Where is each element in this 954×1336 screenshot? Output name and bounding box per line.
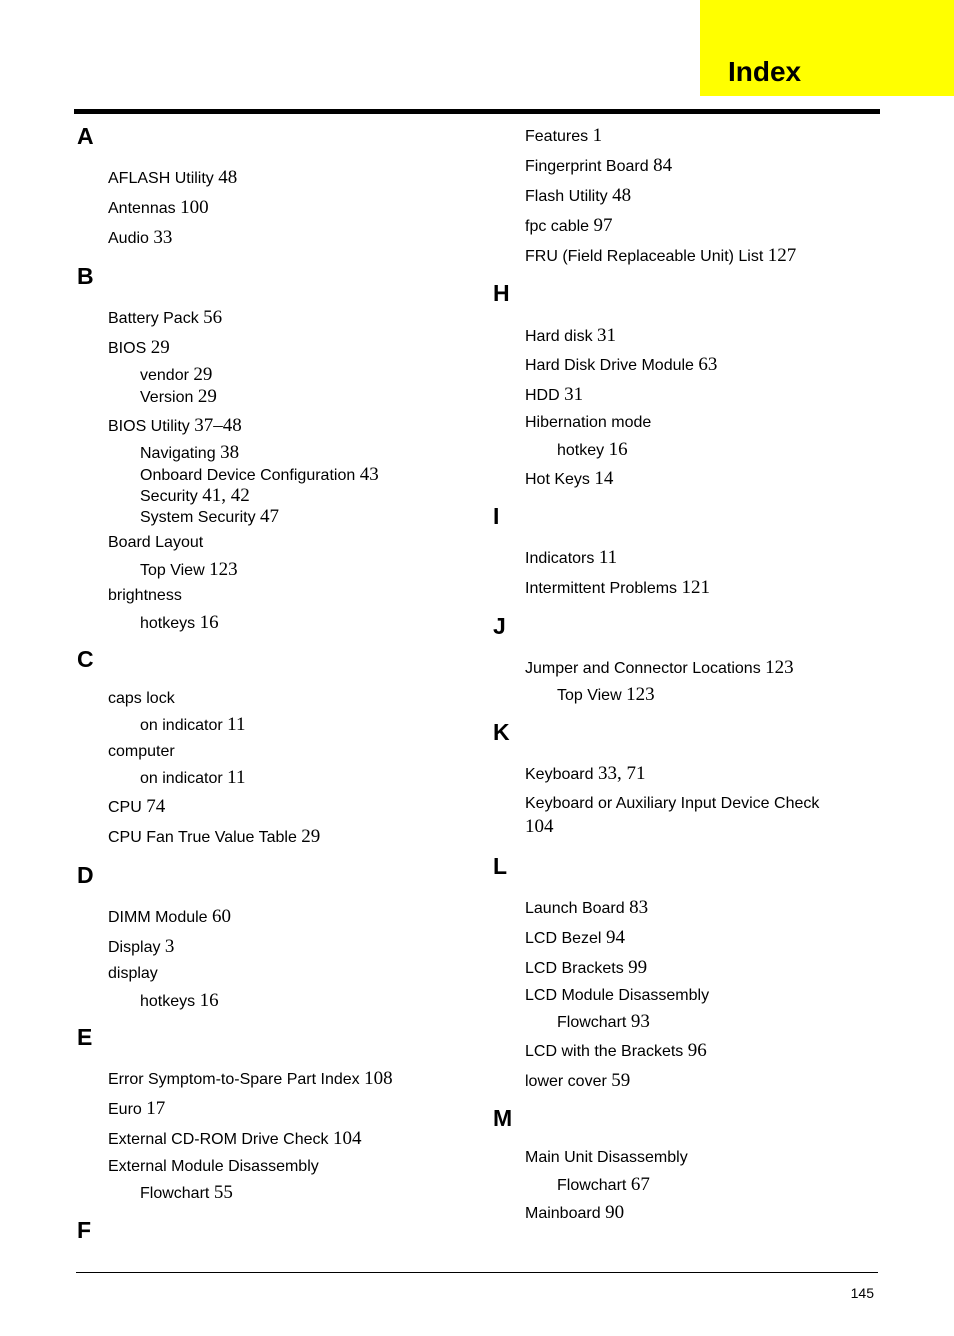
entry-page-numbers: 11 (227, 714, 246, 735)
entry-page-numbers: 3 (164, 936, 175, 957)
index-entry (525, 985, 709, 1007)
index-entry (525, 793, 819, 815)
entry-term: Intermittent Problems (525, 580, 678, 597)
entry-term: FRU (Field Replaceable Unit) List (525, 248, 764, 265)
entry-term: Flowchart (140, 1185, 210, 1202)
entry-page-numbers: 38 (220, 442, 240, 463)
entry-page-numbers: 56 (203, 307, 223, 328)
entry-term: Battery Pack (108, 310, 199, 327)
index-entry (108, 337, 170, 360)
section-letter: M (493, 1105, 513, 1131)
section-letter: E (77, 1024, 93, 1050)
index-entry (108, 585, 182, 607)
index-entry (108, 415, 242, 438)
entry-page-numbers: 127 (767, 245, 797, 266)
page-title: Index (728, 56, 802, 87)
entry-term: System Security (140, 509, 256, 526)
entry-page-numbers: 33 (153, 227, 173, 248)
index-entry (525, 412, 651, 434)
index-entry (525, 185, 631, 208)
entry-term: LCD Bezel (525, 930, 602, 947)
entry-page-numbers: 108 (364, 1068, 393, 1089)
entry-term: fpc cable (525, 218, 590, 235)
section-letter: K (493, 719, 510, 745)
entry-term: CPU (108, 799, 142, 816)
entry-term: Hard Disk Drive Module (525, 357, 694, 374)
index-subentry (557, 1174, 650, 1197)
entry-page-numbers: 55 (213, 1182, 233, 1203)
index-subentry (557, 684, 655, 707)
index-entry (525, 897, 648, 920)
section-letter: B (77, 263, 94, 289)
index-entry (108, 796, 165, 819)
index-subentry (140, 485, 250, 508)
entry-page-numbers: 37–48 (194, 415, 242, 436)
entry-term: Main Unit Disassembly (525, 1149, 688, 1166)
entry-page-numbers: 11 (227, 767, 246, 788)
entry-term: Flash Utility (525, 188, 608, 205)
entry-page-numbers: 83 (629, 897, 649, 918)
index-entry (525, 325, 616, 348)
index-entry (525, 125, 602, 148)
entry-term: Keyboard or Auxiliary Input Device Check (525, 795, 820, 812)
index-entry (108, 741, 175, 763)
index-entry (108, 197, 209, 220)
index-entry (525, 957, 647, 980)
entry-page-numbers: 104 (332, 1128, 362, 1149)
entry-page-numbers: 48 (218, 167, 238, 188)
index-entry (525, 468, 613, 491)
entry-page-numbers: 67 (630, 1174, 650, 1195)
index-subentry (140, 442, 239, 465)
entry-term: on indicator (140, 770, 223, 787)
entry-page-numbers: 90 (605, 1202, 625, 1223)
entry-page-numbers: 94 (605, 927, 625, 948)
entry-term: Navigating (140, 445, 216, 462)
entry-term: vendor (140, 367, 189, 384)
entry-term: LCD Module Disassembly (525, 987, 710, 1004)
entry-term: External Module Disassembly (108, 1158, 319, 1175)
entry-term: Top View (557, 687, 622, 704)
entry-term: computer (108, 743, 175, 760)
index-entry (525, 1202, 624, 1225)
entry-term: Audio (108, 230, 149, 247)
index-entry (525, 1147, 688, 1169)
entry-term: hotkey (557, 442, 605, 459)
entry-page-numbers: 16 (199, 612, 219, 633)
top-divider (74, 109, 880, 114)
entry-term: LCD Brackets (525, 960, 624, 977)
section-letter: F (77, 1217, 92, 1243)
bottom-divider (76, 1272, 878, 1273)
index-entry (525, 927, 625, 950)
entry-term: Keyboard (525, 766, 594, 783)
section-letter: C (77, 646, 94, 672)
entry-page-numbers: 47 (260, 506, 280, 527)
index-entry (108, 1128, 361, 1151)
index-entry (525, 657, 794, 680)
index-entry (525, 547, 617, 570)
index-entry (525, 1040, 707, 1063)
index-subentry (557, 439, 628, 462)
entry-page-numbers: 41, 42 (202, 485, 250, 506)
entry-term: lower cover (525, 1073, 607, 1090)
index-entry (108, 906, 231, 929)
index-subentry (140, 364, 212, 387)
entry-term: Euro (108, 1101, 142, 1118)
entry-term: Hard disk (525, 328, 593, 345)
entry-term: DIMM Module (108, 909, 208, 926)
index-entry (525, 763, 645, 786)
entry-page-numbers: 29 (301, 826, 321, 847)
section-letter: A (77, 123, 94, 149)
entry-term: Flowchart (557, 1177, 627, 1194)
index-subentry (140, 767, 245, 790)
entry-page-numbers: 123 (626, 684, 655, 705)
index-entry (525, 155, 672, 178)
entry-term: Security (140, 488, 198, 505)
entry-term: on indicator (140, 717, 223, 734)
index-subentry (140, 464, 379, 487)
entry-term: Hot Keys (525, 471, 590, 488)
index-subentry (140, 990, 219, 1013)
entry-term: BIOS Utility (108, 418, 190, 435)
index-entry (525, 384, 583, 407)
entry-page-numbers: 99 (628, 957, 648, 978)
section-letter: H (493, 280, 510, 306)
entry-term: External CD-ROM Drive Check (108, 1131, 329, 1148)
entry-page-numbers: 100 (180, 197, 209, 218)
entry-page-numbers: 29 (150, 337, 170, 358)
index-entry (108, 826, 320, 849)
entry-term: hotkeys (140, 615, 196, 632)
entry-term: LCD with the Brackets (525, 1043, 684, 1060)
entry-page-numbers: 60 (212, 906, 232, 927)
entry-page-numbers: 93 (630, 1011, 650, 1032)
section-letter: I (493, 503, 500, 529)
index-entry (525, 577, 710, 600)
entry-page-numbers: 43 (359, 464, 379, 485)
entry-page-numbers: 121 (681, 577, 711, 598)
entry-term: BIOS (108, 340, 147, 357)
index-entry (108, 1156, 319, 1178)
entry-term: Fingerprint Board (525, 158, 649, 175)
entry-term: hotkeys (140, 993, 196, 1010)
entry-term: brightness (108, 587, 182, 604)
entry-term: Board Layout (108, 534, 204, 551)
entry-page-numbers: 33, 71 (597, 763, 646, 784)
entry-page-numbers: 17 (146, 1098, 166, 1119)
entry-term: Antennas (108, 200, 176, 217)
entry-page-numbers: 29 (197, 386, 217, 407)
index-entry (108, 167, 237, 190)
entry-page-numbers: 14 (594, 468, 614, 489)
entry-term: Error Symptom-to-Spare Part Index (108, 1071, 360, 1088)
entry-page-numbers: 29 (193, 364, 213, 385)
index-title-banner (700, 0, 954, 96)
index-subentry (140, 559, 238, 582)
index-subentry (557, 1011, 650, 1034)
index-entry (108, 688, 175, 710)
index-subentry (140, 714, 245, 737)
entry-page-numbers: 31 (564, 384, 584, 405)
index-entry (108, 532, 203, 554)
entry-term: Jumper and Connector Locations (525, 660, 761, 677)
entry-term: Onboard Device Configuration (140, 467, 356, 484)
entry-term: Top View (140, 562, 205, 579)
entry-term: HDD (525, 387, 560, 404)
index-entry (525, 215, 613, 238)
entry-term: Indicators (525, 550, 595, 567)
entry-term: Mainboard (525, 1205, 601, 1222)
page-number: 145 (850, 1285, 874, 1301)
index-entry (108, 936, 174, 959)
entry-term: caps lock (108, 690, 175, 707)
entry-page-numbers: 59 (611, 1070, 631, 1091)
index-entry (108, 1098, 165, 1121)
entry-page-numbers: 96 (687, 1040, 707, 1061)
entry-page-numbers: 31 (597, 325, 617, 346)
entry-page-numbers: 16 (608, 439, 628, 460)
index-subentry (140, 1182, 233, 1205)
entry-term: Display (108, 939, 161, 956)
entry-page-numbers: 74 (146, 796, 166, 817)
index-subentry (140, 612, 219, 635)
entry-term: Launch Board (525, 900, 625, 917)
section-letter: L (493, 853, 508, 879)
index-entry (108, 1068, 393, 1091)
entry-term: Version (140, 389, 194, 406)
index-entry (108, 963, 158, 985)
entry-term: CPU Fan True Value Table (108, 829, 297, 846)
index-subentry (140, 386, 217, 409)
section-letter: D (77, 862, 94, 888)
entry-term: display (108, 965, 158, 982)
entry-page-numbers: 97 (593, 215, 613, 236)
entry-page-numbers: 63 (698, 354, 718, 375)
index-entry (108, 227, 172, 250)
entry-page-numbers: 16 (199, 990, 219, 1011)
index-subentry (140, 506, 279, 529)
entry-page-numbers: 123 (765, 657, 794, 678)
entry-page-numbers: 11 (598, 547, 618, 568)
entry-page-numbers: 84 (653, 155, 673, 176)
index-entry (525, 1070, 630, 1093)
entry-term: Hibernation mode (525, 414, 652, 431)
entry-term: Flowchart (557, 1014, 627, 1031)
index-entry (525, 816, 554, 839)
entry-page-numbers: 104 (525, 816, 554, 837)
index-entry (525, 245, 796, 268)
section-letter: J (493, 613, 506, 639)
entry-page-numbers: 1 (592, 125, 603, 146)
index-entry (525, 354, 717, 377)
entry-page-numbers: 123 (209, 559, 238, 580)
index-entry (108, 307, 222, 330)
entry-term: AFLASH Utility (108, 170, 214, 187)
entry-page-numbers: 48 (612, 185, 632, 206)
entry-term: Features (525, 128, 589, 145)
